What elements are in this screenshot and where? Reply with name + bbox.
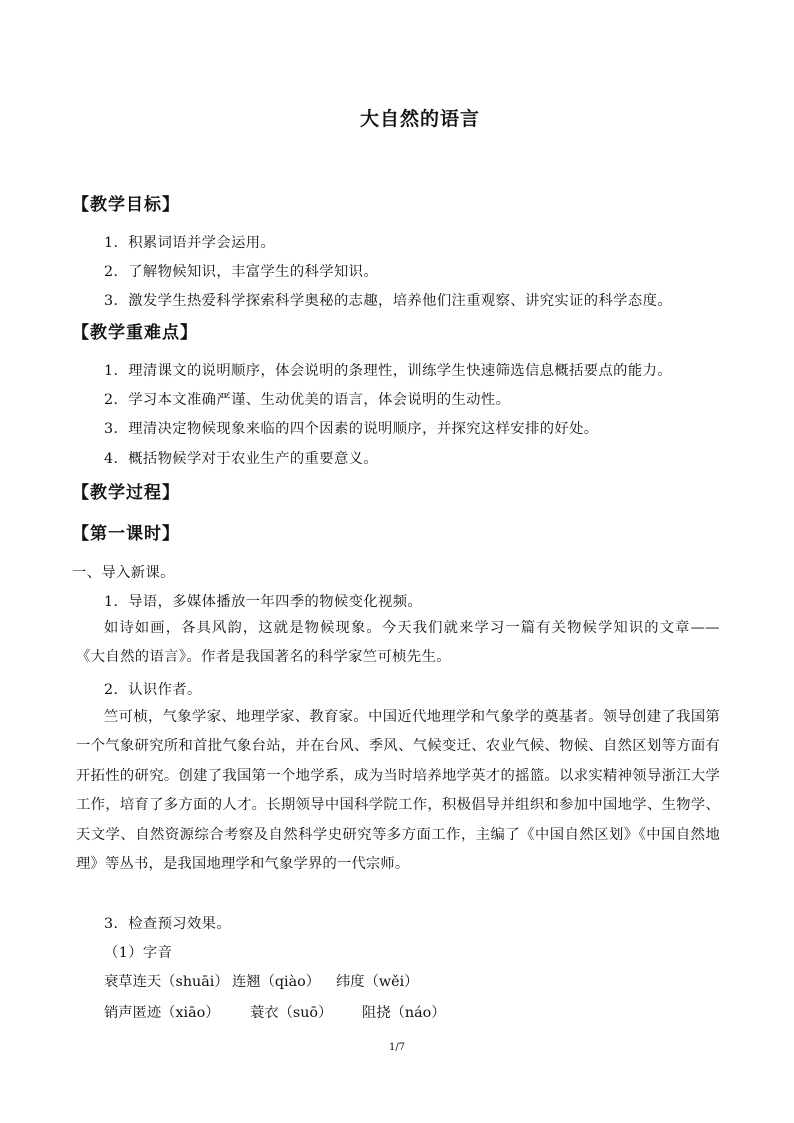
- goals-heading: 【教学目标】: [72, 195, 180, 215]
- goal-item: 1．积累词语并学会运用。: [104, 235, 276, 251]
- goal-item: 3．激发学生热爱科学探索科学奥秘的志趣，培养他们注重观察、讲究实证的科学态度。: [104, 293, 672, 309]
- key-point-item: 2．学习本文准确严谨、生动优美的语言，体会说明的生动性。: [104, 392, 511, 408]
- pronunciation-item: 销声匿迹（xiāo）: [104, 1005, 220, 1021]
- pronunciation-item: 连翘（qiào）: [232, 974, 321, 990]
- step-item: 1．导语，多媒体播放一年四季的物候变化视频。: [104, 594, 423, 610]
- lesson-heading: 【第一课时】: [72, 524, 180, 544]
- pronunciation-item: 衰草连天（shuāi）: [104, 974, 229, 990]
- page-title: 大自然的语言: [359, 108, 480, 130]
- pronunciation-row: [104, 1002, 446, 1022]
- goal-item: 2．了解物候知识，丰富学生的科学知识。: [104, 264, 379, 280]
- key-point-item: 4．概括物候学对于农业生产的重要意义。: [104, 451, 379, 467]
- process-heading: 【教学过程】: [72, 483, 180, 503]
- step-heading: 一、导入新课。: [72, 565, 175, 581]
- intro-paragraph: 如诗如画，各具风韵，这就是物候现象。今天我们就来学习一篇有关物候学知识的文章——《大自然的语言》。作者是我国著名的科学家竺可桢先生。: [76, 620, 720, 665]
- pronunciation-item: 纬度（wěi）: [336, 974, 419, 990]
- pronunciation-item: 蓑衣（suō）: [250, 1005, 333, 1021]
- pronunciation-heading: （1）字音: [104, 945, 173, 961]
- author-paragraph: 竺可桢，气象学家、地理学家、教育家。中国近代地理学和气象学的奠基者。领导创建了我国第一个气象研究所和首批气象台站，并在台风、季风、气候变迁、农业气候、物候、自然区划等方面有开拓性的研究。创建了我国第一个地学系，成为当时培养地学英才的摇篮。以求实精神领导浙江大学工作，培育了多方面的人才。长期领导中国科学院工作，积极倡导并组织和参加中国地学、生物学、天文学、自然资源综合考察及自然科学史研究等多方面工作，主编了《中国自然区划》《中国自然地理》等丛书，是我国地理学和气象学界的一代宗师。: [76, 709, 720, 873]
- pronunciation-row: [104, 971, 418, 991]
- pronunciation-item: 阻挠（náo）: [362, 1005, 446, 1021]
- step-item: 3．检查预习效果。: [104, 916, 232, 932]
- key-point-item: 3．理清决定物候现象来临的四个因素的说明顺序，并探究这样安排的好处。: [104, 421, 599, 437]
- key-point-item: 1．理清课文的说明顺序，体会说明的条理性，训练学生快速筛选信息概括要点的能力。: [104, 363, 672, 379]
- page-number: 1/7: [388, 1042, 406, 1053]
- step-item: 2．认识作者。: [104, 682, 202, 698]
- key-points-heading: 【教学重难点】: [72, 323, 198, 343]
